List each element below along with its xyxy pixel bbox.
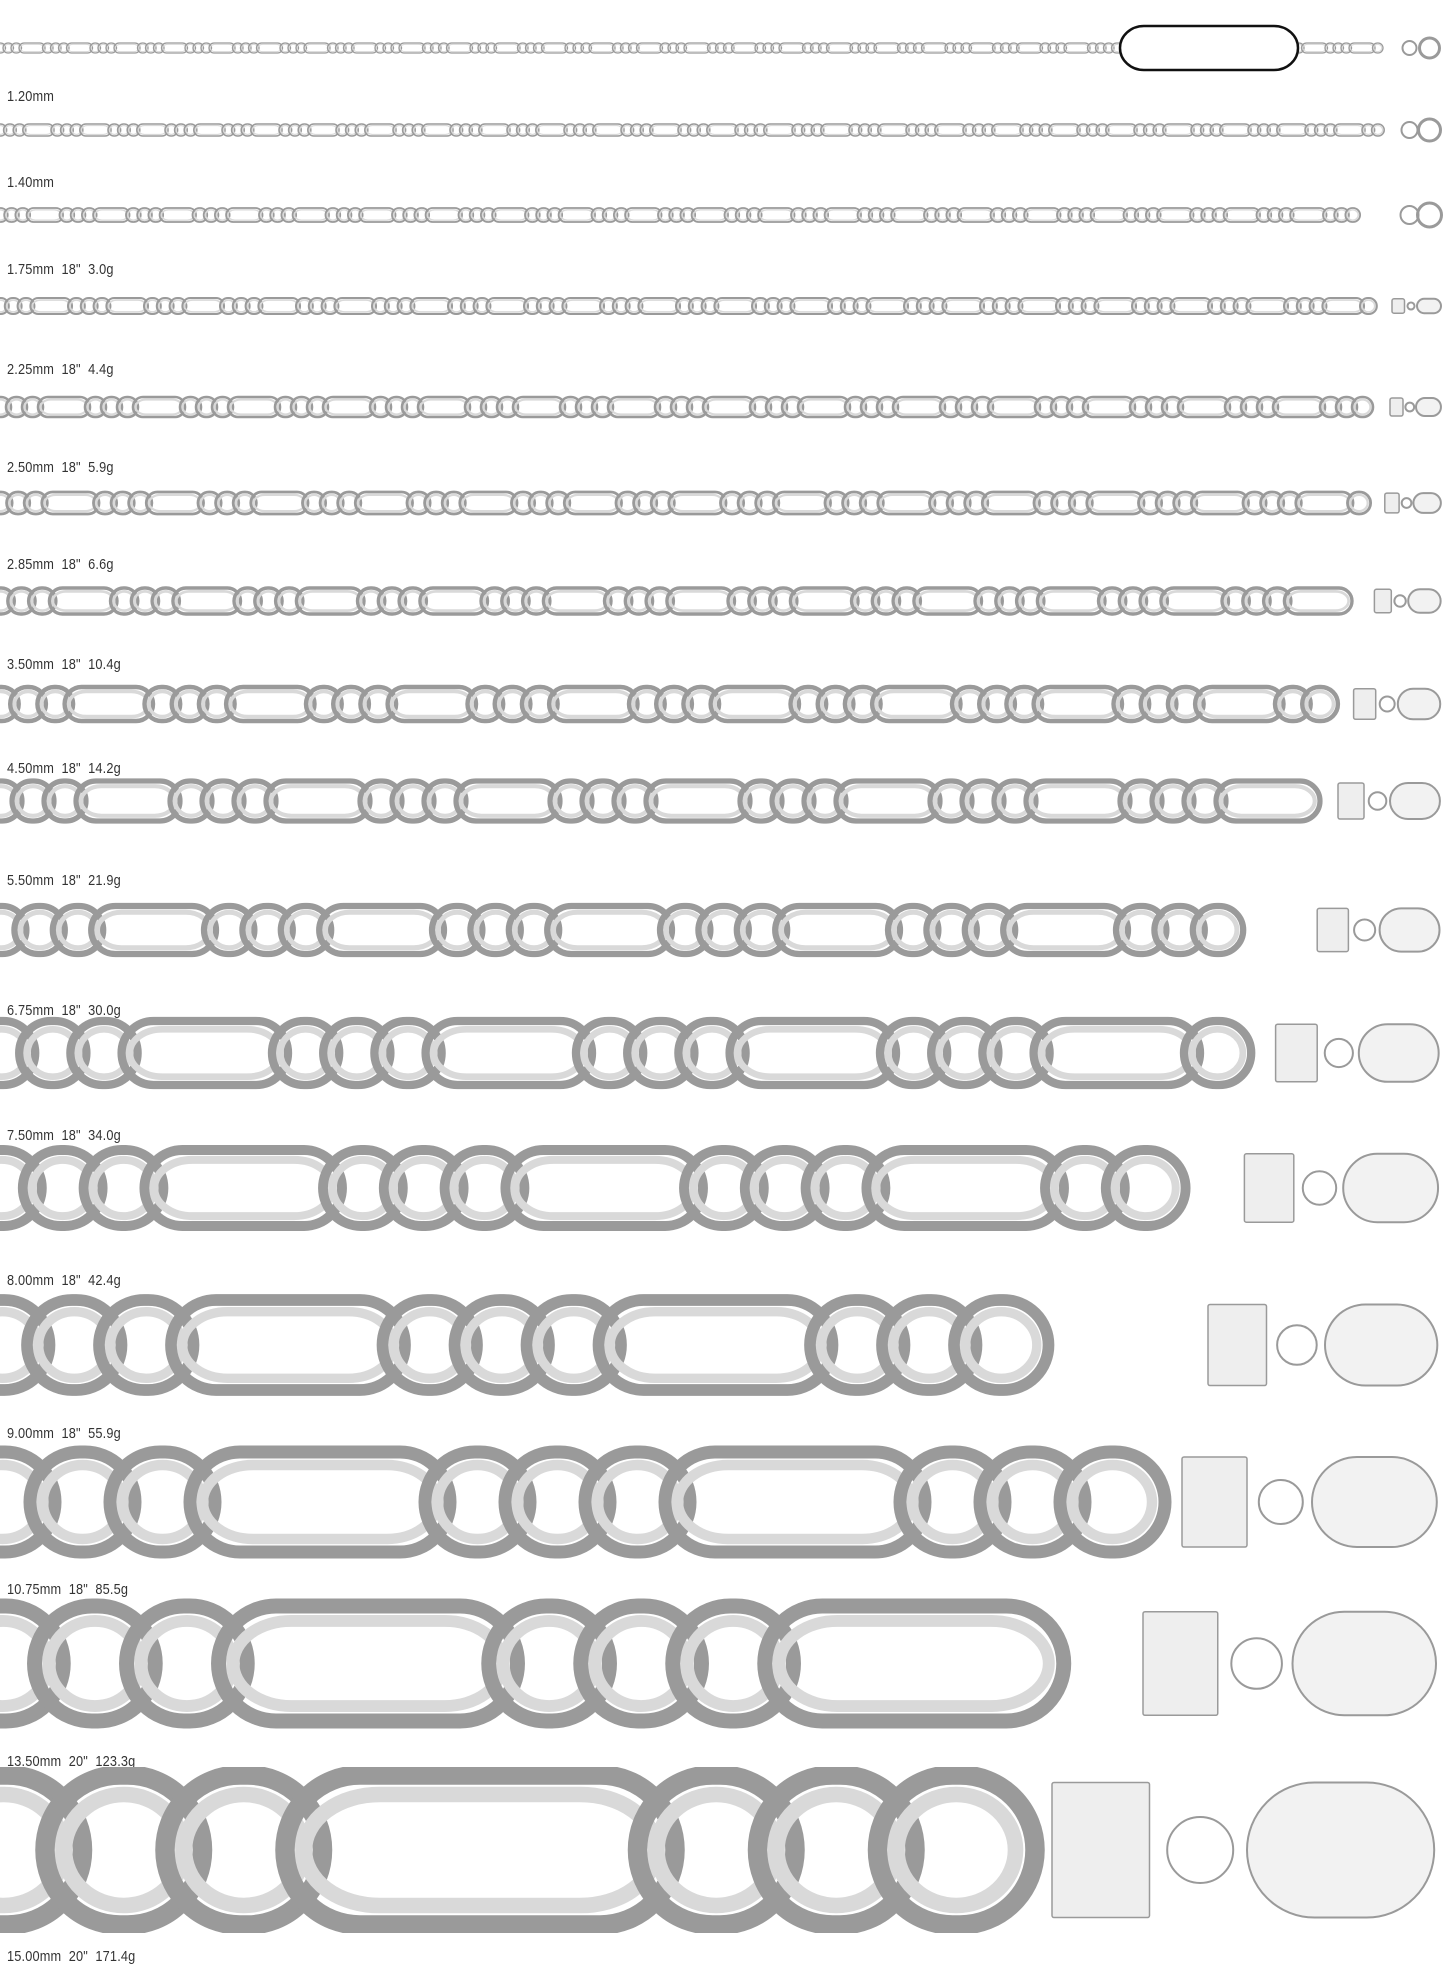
chain-image (0, 389, 1445, 425)
clasp-icon (1392, 299, 1441, 313)
chain-image (0, 1292, 1445, 1398)
chain-size-label: 2.50mm 18" 5.9g (7, 459, 114, 476)
chain-size-label: 13.50mm 20" 123.3g (7, 1753, 136, 1770)
chain-image (0, 1767, 1445, 1933)
clasp-icon (1276, 1024, 1439, 1082)
clasp-icon (1317, 908, 1439, 951)
chain-size-label: 15.00mm 20" 171.4g (7, 1948, 136, 1965)
chain-image (0, 1444, 1445, 1560)
chain-size-label: 1.40mm (7, 174, 55, 191)
chain-size-label: 9.00mm 18" 55.9g (7, 1425, 121, 1442)
chain-size-label: 2.85mm 18" 6.6g (7, 556, 114, 573)
clasp-icon (1244, 1154, 1438, 1222)
chain-image (0, 898, 1445, 962)
chain-size-label: 5.50mm 18" 21.9g (7, 872, 121, 889)
chain-image (0, 1013, 1445, 1093)
clasp-icon (1208, 1305, 1437, 1386)
clasp-icon (1052, 1783, 1434, 1918)
clasp-icon (1385, 493, 1441, 513)
clasp-icon (1338, 783, 1440, 819)
chain-image (0, 484, 1445, 522)
chain-size-label: 8.00mm 18" 42.4g (7, 1272, 121, 1289)
chain-size-label: 7.50mm 18" 34.0g (7, 1127, 121, 1144)
chain-image (0, 8, 1445, 88)
chain-size-label: 3.50mm 18" 10.4g (7, 656, 121, 673)
clasp-icon (1374, 589, 1440, 612)
clasp-icon (1354, 689, 1441, 720)
chain-image (0, 290, 1445, 322)
clasp-icon (1402, 119, 1441, 141)
clasp-icon (1182, 1457, 1437, 1547)
chain-size-label: 1.75mm 18" 3.0g (7, 261, 114, 278)
clasp-icon (1143, 1611, 1436, 1715)
chain-image (0, 773, 1445, 829)
chain-size-label: 4.50mm 18" 14.2g (7, 760, 121, 777)
chain-size-label: 10.75mm 18" 85.5g (7, 1581, 129, 1598)
chain-image (0, 116, 1445, 144)
chain-image (0, 679, 1445, 729)
chain-image (0, 1598, 1445, 1729)
chain-image (0, 580, 1445, 622)
magnified-link-callout (1120, 26, 1298, 70)
chain-size-label: 6.75mm 18" 30.0g (7, 1002, 121, 1019)
clasp-icon (1403, 38, 1440, 58)
chain-size-label: 1.20mm (7, 88, 55, 105)
chain-image (0, 1142, 1445, 1234)
chain-size-label: 2.25mm 18" 4.4g (7, 361, 114, 378)
clasp-icon (1401, 203, 1442, 227)
chain-image (0, 200, 1445, 230)
clasp-icon (1390, 398, 1441, 416)
